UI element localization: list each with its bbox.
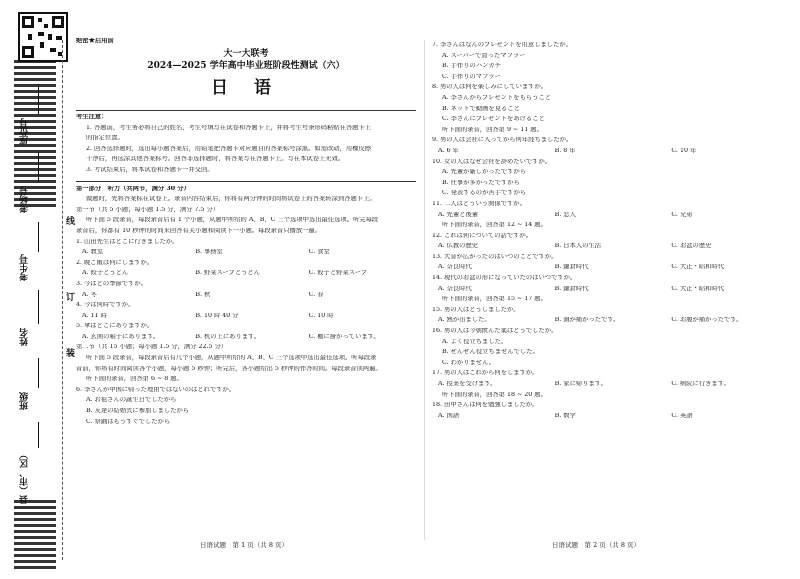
binding-label: 考生号	[20, 254, 30, 281]
options	[76, 292, 416, 303]
option: A. 餃子とうどん	[82, 270, 129, 277]
question: 13. 大昔が広がったのはいつのことですか。	[432, 253, 558, 260]
cut-mark: 订	[66, 293, 76, 303]
option: C. 10 年	[671, 147, 697, 154]
option: B. 事務室	[195, 249, 223, 256]
note-line: 2. 回答选择题时，选出每小题答案后，用铅笔把答题卡对应题目的答案标号涂黑。如需改动，用橡皮擦	[86, 145, 372, 152]
binding-margin	[0, 0, 76, 579]
option: C. 李さんにプレゼントをあげること	[442, 116, 545, 123]
question: 7. 李さんはなんのプレゼントを用意しましたか。	[432, 42, 572, 48]
left-page	[76, 38, 416, 429]
option: B. 家に帰ります。	[554, 381, 607, 387]
options	[76, 313, 416, 324]
question: 2. 晩ご飯は何にしますか。	[76, 259, 154, 266]
option: A. 授業を受けます。	[438, 381, 497, 387]
page-divider	[424, 40, 425, 540]
fill-line	[38, 84, 39, 114]
option: C. 大正・昭和時代	[671, 264, 725, 271]
binding-label: 县（市、区）	[20, 450, 30, 504]
option: A. スーパーで買ったマフラー	[442, 52, 526, 59]
listen-instruction: 听下面的录音，回答第 18 ~ 20 题。	[442, 391, 547, 398]
option: A. 仏教の歴史	[438, 243, 479, 250]
option: A. 玄関の箱子にあります。	[82, 333, 160, 340]
option: B. 8 年	[554, 147, 576, 154]
question: 15. 男の人はどうしましたか。	[432, 306, 520, 313]
option: C. 英語	[671, 412, 693, 419]
option: B. 恋人	[554, 211, 576, 218]
option: B. 10 時 40 分	[195, 312, 239, 319]
binding-label: 座位号	[20, 118, 30, 145]
question: 17. 男の人はこれから何をしますか。	[432, 370, 539, 377]
fill-line	[38, 290, 39, 324]
option: A. 6 年	[438, 147, 459, 154]
fill-line	[38, 152, 39, 182]
option: B. 日本人の生活	[554, 243, 602, 250]
qr-code	[18, 12, 68, 62]
option: C. 病院に行きます。	[671, 381, 730, 387]
question: 8. 男の人は何を楽しみにしていますか。	[432, 84, 548, 91]
options	[76, 334, 416, 345]
option: C. 大正・昭和時代	[671, 285, 725, 292]
option: B. 鎌倉時代	[554, 285, 589, 292]
option: B. ネットで動画を見ること	[442, 105, 520, 112]
instruction-line: 听下面 5 段录音，每段录音后有几个小题，从题中所给的 A、B、C 三个选项中选出最佳选项。听每段录	[86, 355, 377, 362]
option: A. 奈良時代	[438, 264, 472, 271]
cut-mark: 装	[66, 349, 76, 359]
question: 10. 女の人はなぜ会社を辞めたいですか。	[432, 158, 552, 165]
cut-mark: 线	[66, 217, 76, 227]
option: B. ぜんぜん役立ちませんでした。	[442, 349, 539, 356]
option: B. 秋	[195, 291, 211, 298]
subject-title: 日 语	[211, 78, 281, 98]
options	[432, 286, 782, 297]
page-footer-left: 日语试题 第 1 页（共 8 页）	[200, 541, 289, 549]
option: C. 春	[308, 291, 324, 298]
option: B. 友達の結婚式に参加しましたから	[86, 408, 190, 415]
option: B. 頭が痛かったです。	[554, 317, 620, 324]
notes-box	[76, 110, 416, 182]
option: A. 冬	[82, 291, 97, 298]
option: C. わかりません。	[442, 359, 496, 366]
listen-instruction: 听下面的录音，回答第 6 ~ 8 题。	[86, 376, 183, 383]
note-line: 干净后，再选涂其他答案标号。回答非选择题时，将答案写在答题卡上。写在本试卷上无效。	[86, 156, 345, 163]
option: A. よく役立ちました。	[442, 338, 508, 345]
option: C. 兄弟	[671, 211, 693, 218]
option: C. 発表するのが苦手ですから	[442, 190, 527, 197]
option: B. 机の上にあります。	[195, 333, 261, 340]
question: 12. これは何についての話ですか。	[432, 232, 533, 239]
option: A. 11 時	[82, 312, 107, 319]
binding-label: 班级	[20, 392, 30, 410]
option: A. 国語	[438, 412, 460, 419]
question: 18. 田中さんは何を勉強しましたか。	[432, 402, 539, 409]
option: C. 餃子と野菜スープ	[308, 270, 367, 277]
binding-label: 考场号	[20, 186, 30, 213]
question: 6. 李さんが中国に帰った理由ではないのはどれですか。	[76, 386, 236, 393]
cut-line	[62, 40, 63, 560]
instruction-line: 第一节（共 5 小题；每小题 1.5 分，满分 7.5 分）	[76, 206, 220, 213]
question: 9. 男の人は会社に入ってから何年経ちましたか。	[432, 137, 573, 144]
binding-label: 姓名	[20, 328, 30, 346]
instruction-line: 音前，你将有时间阅读各个小题，每小题 5 秒钟；听完后，各小题给出 5 秒钟的作答时间。每段录音读两遍。	[76, 365, 382, 372]
option: C. 棚に掛かっています。	[308, 333, 380, 340]
question: 14. 現代のお盆の形になっていたのはいつですか。	[432, 275, 577, 282]
option: A. お祖さんの誕生日でしたから	[86, 397, 177, 404]
option: C. 手作りのマフラー	[442, 73, 501, 80]
barcode-stripes	[14, 500, 56, 570]
page-footer-right: 日语试题 第 2 页（共 8 页）	[552, 541, 641, 549]
secret-mark: 绝密★启用前	[76, 38, 114, 44]
exam-title: 2024—2025 学年高中毕业班阶段性测试（六）	[147, 61, 345, 71]
option: B. 手作りのハンカチ	[442, 63, 502, 70]
listen-instruction: 听下面的录音，回答第 12 ~ 14 题。	[442, 222, 547, 229]
option: A. 教室	[82, 249, 104, 256]
question: 4. 今は何時ですか。	[76, 302, 135, 309]
question: 16. 男の人は今朝飲んだ薬はどうでしたか。	[432, 328, 558, 335]
option: B. 数学	[554, 412, 576, 419]
option: A. 熱が出ました。	[438, 317, 491, 324]
fill-line	[38, 422, 39, 448]
question: 11. 二人はどういう関係ですか。	[432, 200, 526, 207]
option: A. 先輩と後輩	[438, 211, 479, 218]
right-page	[432, 42, 782, 423]
options	[76, 270, 416, 281]
options	[432, 317, 782, 328]
instruction-line: 录音后，你都有 10 秒钟的时间来回答有关小题和阅读下一小题。每段录音只播放一遍。	[76, 227, 322, 234]
option: B. 野菜スープとうどん	[195, 270, 261, 277]
part1-heading: 第一部分 听力（共两节，满分 30 分）	[76, 185, 190, 192]
option: C. お腹が痛かったです。	[671, 317, 743, 324]
note-line: 1. 答题前，考生务必将自己的姓名、考生号填写在试卷和答题卡上，并将考生号条形码粘贴在答题卡上	[86, 124, 372, 131]
option: A. 李さんからプレゼントをもらうこと	[442, 94, 552, 101]
options	[432, 413, 782, 424]
options	[432, 381, 782, 392]
instruction-line: 听下面 5 段录音，每段录音后有 1 个小题，从题中所给的 A、B、C 三个选项中选出最佳选项。听完每段	[86, 217, 379, 224]
option: B. 仕事が多かったですから	[442, 179, 520, 186]
option: C. 祭踊はもうすぐでしたから	[86, 418, 171, 425]
question: 3. 今はどの季節ですか。	[76, 280, 147, 287]
listen-instruction: 听下面的录音，回答第 9 ~ 11 题。	[442, 126, 543, 133]
options	[432, 264, 782, 275]
question: 5. 傘はどこにありますか。	[76, 323, 154, 330]
note-line: 3. 考试结束后，将本试卷和答题卡一并交回。	[86, 166, 214, 173]
options	[432, 148, 782, 159]
options	[432, 212, 782, 223]
fill-line	[38, 358, 39, 388]
exam-org: 大一大联考	[223, 49, 269, 59]
fill-line	[38, 222, 39, 252]
options	[76, 249, 416, 260]
options	[432, 243, 782, 254]
question: 1. 山田先生はどこに行きましたか。	[76, 238, 179, 245]
option: C. お盆の歴史	[671, 243, 712, 250]
option: C. 食堂	[308, 249, 330, 256]
note-line: 的指定位置。	[86, 135, 124, 142]
option: A. 奈良時代	[438, 285, 472, 292]
notes-heading: 考生注意：	[76, 114, 108, 120]
option: C. 10 時	[308, 312, 334, 319]
option: A. 先輩が厳しかったですから	[442, 169, 527, 176]
section2-heading: 第二节（共 15 小题；每小题 1.5 分，满分 22.5 分）	[76, 344, 228, 351]
instruction-line: 做题时，先将答案标在试卷上。录音内容结束后，你将有两分钟的时间将试卷上的答案转涂到答题卡上。	[86, 196, 376, 203]
option: B. 鎌倉時代	[554, 264, 589, 271]
listen-instruction: 听下面的录音，回答第 15 ~ 17 题。	[442, 296, 547, 303]
